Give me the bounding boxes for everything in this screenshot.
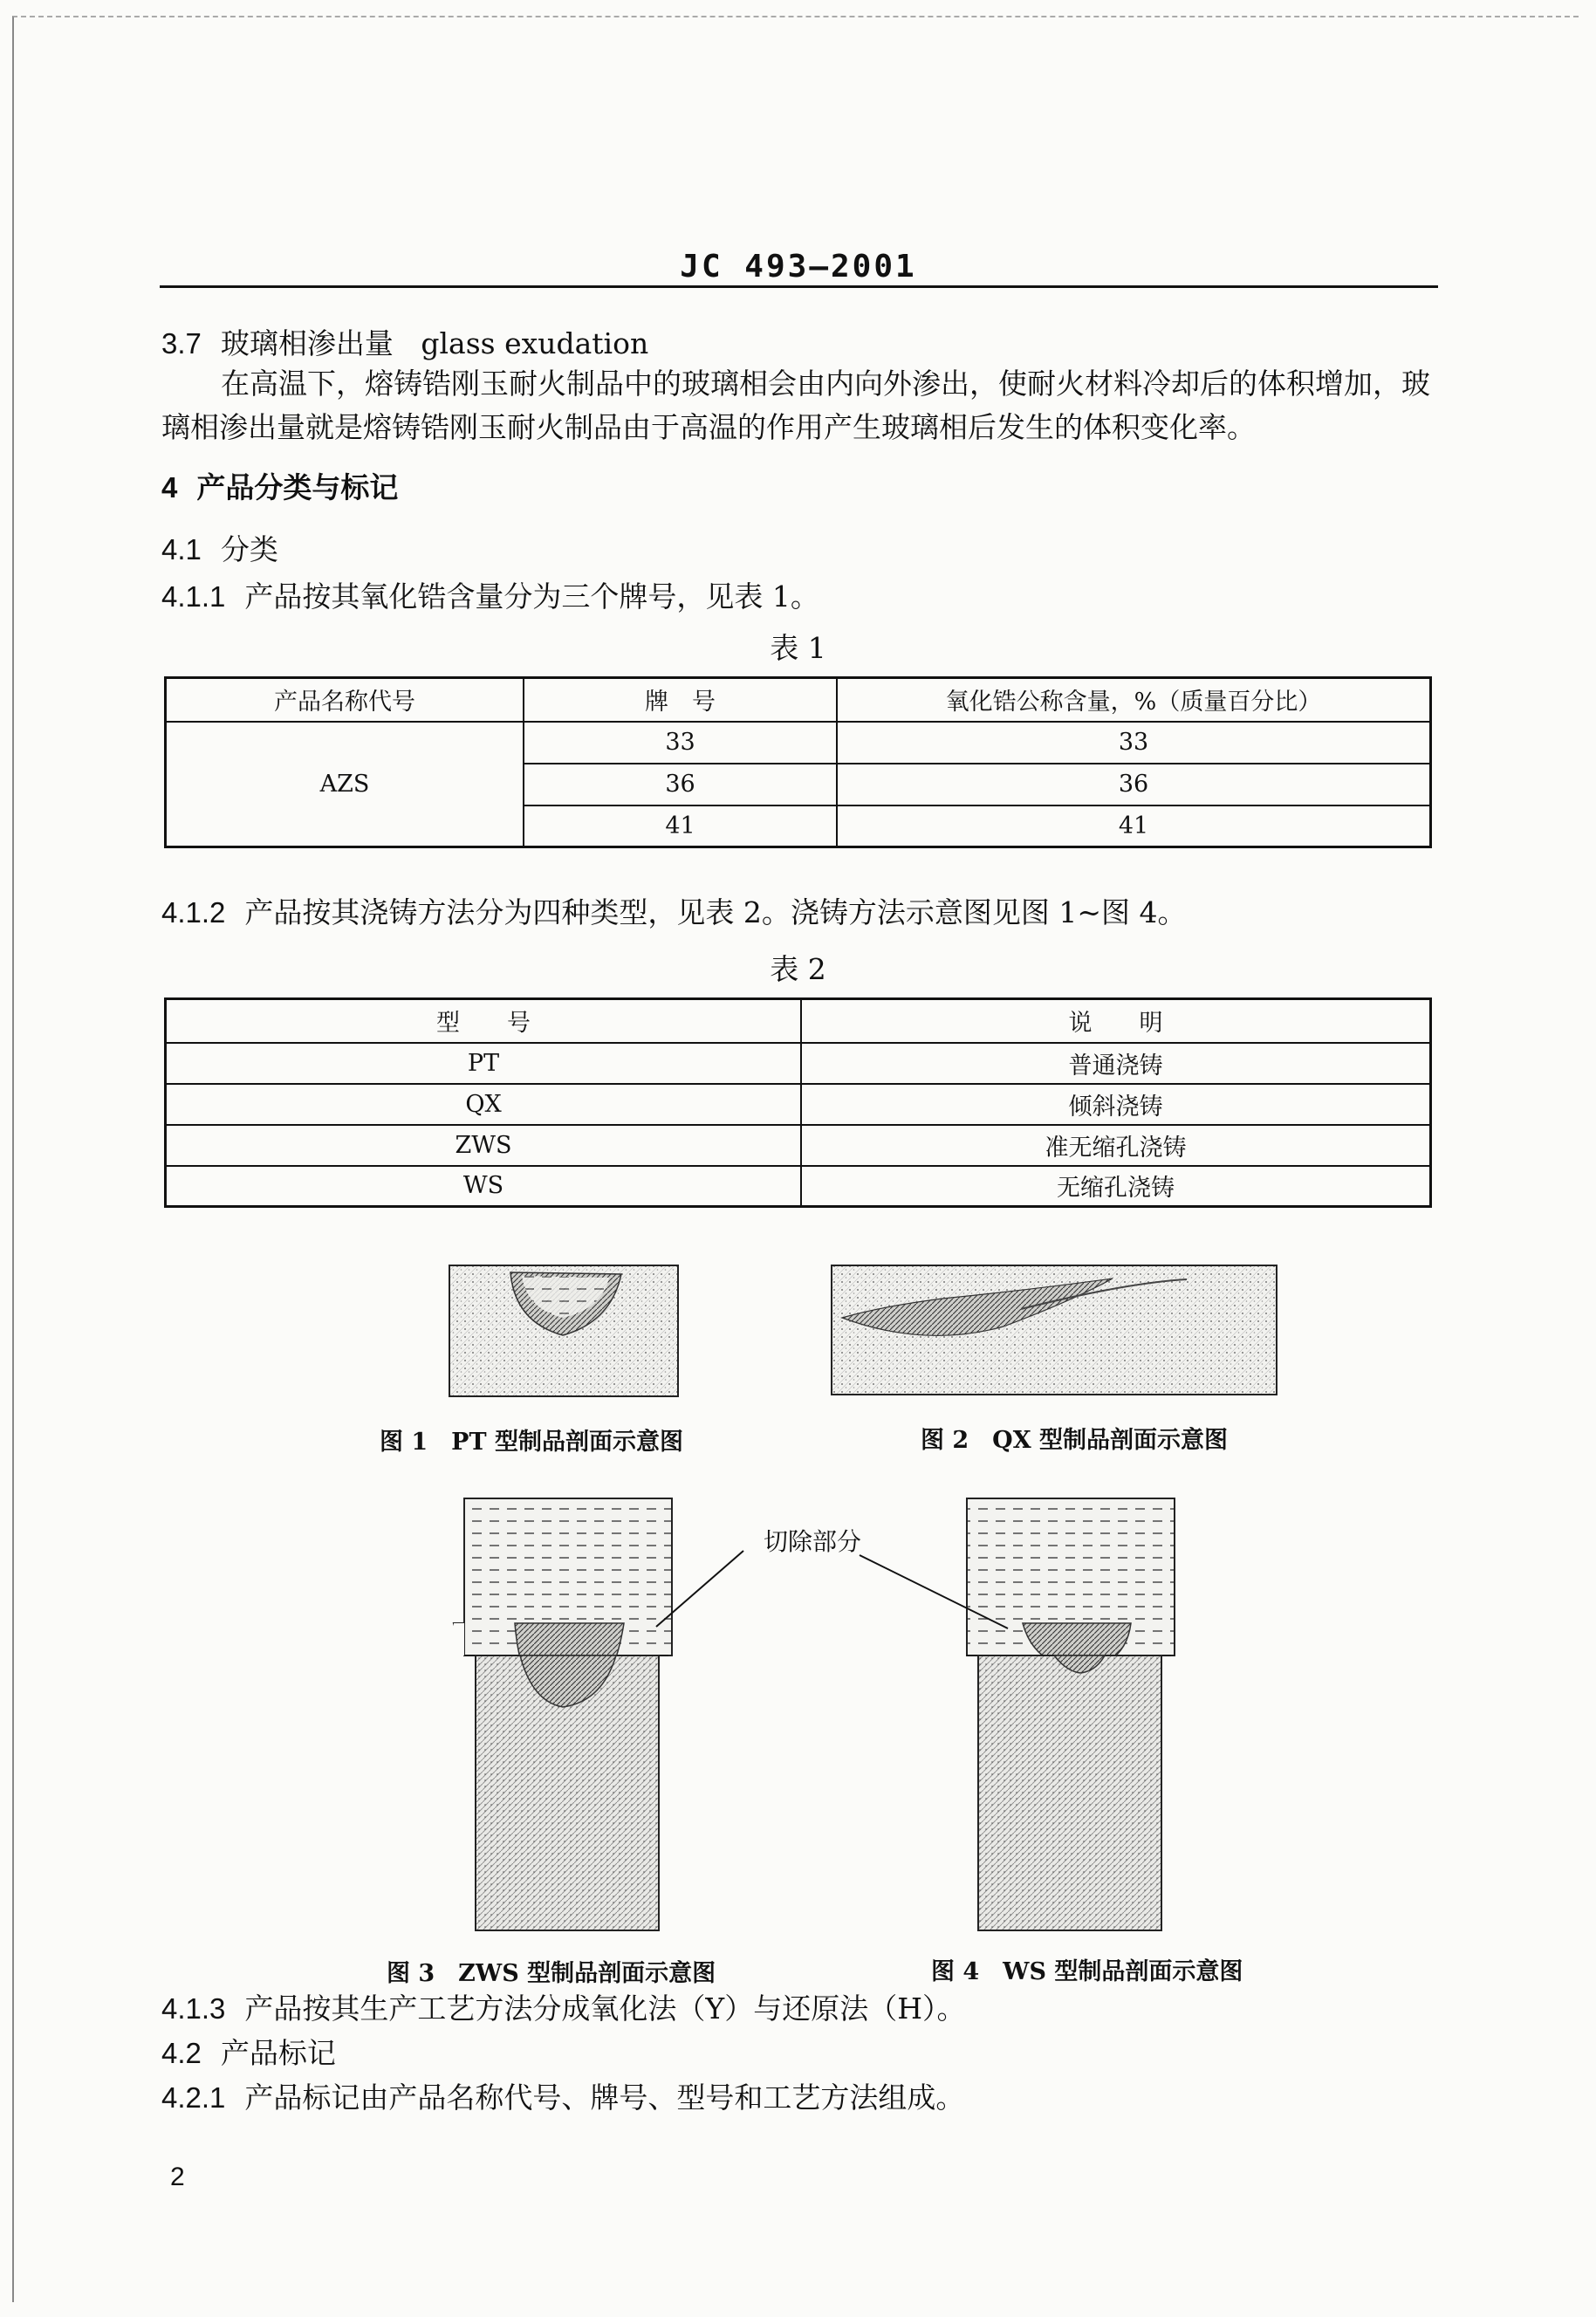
table-header-cell: 产品名称代号 — [166, 678, 524, 722]
doc-header: JC 493—2001 — [680, 249, 917, 284]
figure-3-caption: 图 3 ZWS 型制品剖面示意图 — [387, 1960, 716, 1987]
table-cell: 准无缩孔浇铸 — [801, 1125, 1431, 1166]
section-number: 4.1.3 — [161, 1992, 226, 2025]
section-number: 4.2 — [161, 2037, 202, 2069]
table-cell: 36 — [837, 764, 1431, 805]
table-cell: 41 — [524, 805, 837, 847]
section-text: 产品按其氧化锆含量分为三个牌号，见表 1。 — [244, 579, 819, 614]
figure-2-qx-section — [832, 1265, 1277, 1395]
figure-2-caption: 图 2 QX 型制品剖面示意图 — [921, 1427, 1229, 1454]
figure-1-caption: 图 1 PT 型制品剖面示意图 — [380, 1429, 683, 1456]
table-cell: 倾斜浇铸 — [801, 1084, 1431, 1125]
cut-part-label: 切除部分 — [764, 1527, 862, 1556]
table-cell: 33 — [524, 722, 837, 764]
table-cell: QX — [166, 1084, 802, 1125]
table-cell: 36 — [524, 764, 837, 805]
table-cell: 普通浇铸 — [801, 1043, 1431, 1084]
section-number: 4.1.1 — [161, 580, 226, 613]
figure-1-pt-section — [449, 1265, 678, 1396]
table-header-cell: 型 号 — [166, 999, 802, 1043]
table-cell: 无缩孔浇铸 — [801, 1166, 1431, 1207]
section-title: 分类 — [220, 532, 278, 566]
table-header-cell: 牌 号 — [524, 678, 837, 722]
section-text: 产品标记由产品名称代号、牌号、型号和工艺方法组成。 — [244, 2081, 965, 2115]
page-number: 2 — [170, 2163, 185, 2191]
table-1-caption: 表 1 — [770, 631, 826, 665]
section-number: 4.1.2 — [161, 896, 226, 929]
paragraph-line: 璃相渗出量就是熔铸锆刚玉耐火制品由于高温的作用产生玻璃相后发生的体积变化率。 — [161, 410, 1256, 444]
section-number: 4.2.1 — [161, 2081, 226, 2114]
section-4-2-1 — [161, 2079, 964, 2117]
table-cell-name-code: AZS — [166, 722, 524, 847]
table-header-cell: 氧化锆公称含量，%（质量百分比） — [837, 678, 1431, 722]
paragraph-line: 在高温下，熔铸锆刚玉耐火制品中的玻璃相会由内向外渗出，使耐火材料冷却后的体积增加，玻 — [221, 367, 1430, 401]
section-title: 玻璃相渗出量 — [220, 326, 394, 360]
table-cell: 33 — [837, 722, 1431, 764]
section-number: 4 — [161, 471, 178, 504]
section-text: 产品按其生产工艺方法分成氧化法（Y）与还原法（H）。 — [244, 1991, 966, 2026]
section-number: 4.1 — [161, 533, 202, 566]
table-2-caption: 表 2 — [770, 952, 826, 986]
table-cell: WS — [166, 1166, 802, 1207]
table-header-cell: 说 明 — [801, 999, 1431, 1043]
section-4-2-heading — [161, 2034, 336, 2073]
section-number: 3.7 — [161, 327, 202, 360]
figure-3-zws-section — [454, 1498, 743, 1930]
table-cell: 41 — [837, 805, 1431, 847]
figure-4-caption: 图 4 WS 型制品剖面示意图 — [931, 1958, 1243, 1985]
section-title: 产品标记 — [220, 2036, 336, 2070]
table-cell: ZWS — [166, 1125, 802, 1166]
section-4-1-3 — [161, 1990, 965, 2028]
section-title: 产品分类与标记 — [196, 470, 399, 504]
table-cell: PT — [166, 1043, 802, 1084]
section-text: 产品按其浇铸方法分为四种类型，见表 2。浇铸方法示意图见图 1~图 4。 — [244, 895, 1187, 929]
section-title-en: glass exudation — [421, 326, 649, 360]
figure-4-ws-section — [860, 1498, 1175, 1930]
